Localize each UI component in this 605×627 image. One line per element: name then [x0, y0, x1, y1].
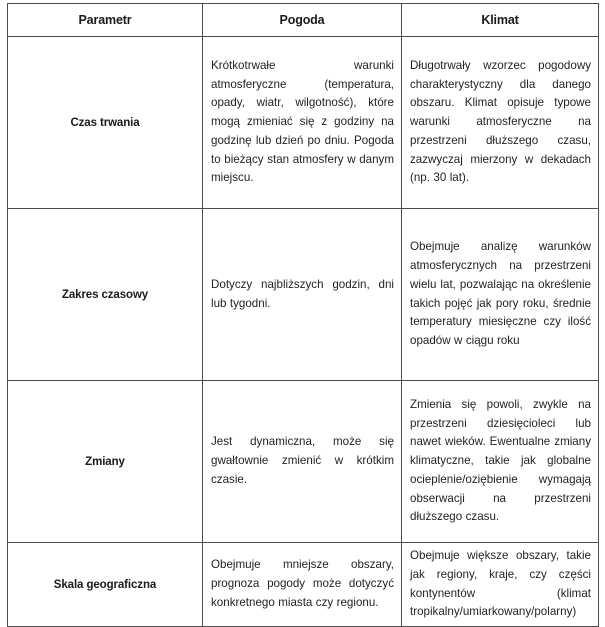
- row-klimat-description: Obejmuje większe obszary, takie jak regiony, kraje, czy części kontynentów (klimat tropikalny/umiarkowany/polarny): [402, 543, 599, 627]
- row-pogoda-description: Krótkotrwałe warunki atmosferyczne (temperatura, opady, wiatr, wilgotność), które mogą zmieniać się z godziny na godzinę lub dzień po dniu. Pogoda to bieżący stan atmosfery w danym miejscu.: [203, 37, 402, 209]
- row-klimat-description: Obejmuje analizę warunków atmosferycznych na przestrzeni wielu lat, pozwalając na określenie takich pojęć jak pory roku, średnie temperatury miesięczne czy ilość opadów w ciągu roku: [402, 209, 599, 381]
- row-pogoda-description: Jest dynamiczna, może się gwałtownie zmienić w krótkim czasie.: [203, 381, 402, 543]
- column-header-pogoda: Pogoda: [203, 4, 402, 37]
- weather-climate-comparison-table: [7, 3, 599, 627]
- row-parameter-label: Zakres czasowy: [8, 209, 203, 381]
- row-parameter-label: Zmiany: [8, 381, 203, 543]
- table-body: [8, 37, 599, 627]
- row-klimat-description: Długotrwały wzorzec pogodowy charakterystyczny dla danego obszaru. Klimat opisuje typowe warunki atmosferyczne na przestrzeni dłuższego czasu, zazwyczaj mierzony w dekadach (np. 30 lat).: [402, 37, 599, 209]
- row-klimat-description: Zmienia się powoli, zwykle na przestrzeni dziesięcioleci lub nawet wieków. Ewentualne zmiany klimatyczne, takie jak globalne ocieplenie/oziębienie wymagają obserwacji na przestrzeni dłuższego czasu.: [402, 381, 599, 543]
- table-row: [8, 209, 599, 381]
- row-pogoda-description: Obejmuje mniejsze obszary, prognoza pogody może dotyczyć konkretnego miasta czy regionu.: [203, 543, 402, 627]
- table-row: [8, 381, 599, 543]
- column-header-klimat: Klimat: [402, 4, 599, 37]
- column-header-parametr: Parametr: [8, 4, 203, 37]
- table-header-row: [8, 4, 599, 37]
- table-row: [8, 37, 599, 209]
- row-parameter-label: Czas trwania: [8, 37, 203, 209]
- row-pogoda-description: Dotyczy najbliższych godzin, dni lub tygodni.: [203, 209, 402, 381]
- row-parameter-label: Skala geograficzna: [8, 543, 203, 627]
- table-header: [8, 4, 599, 37]
- table-row: [8, 543, 599, 627]
